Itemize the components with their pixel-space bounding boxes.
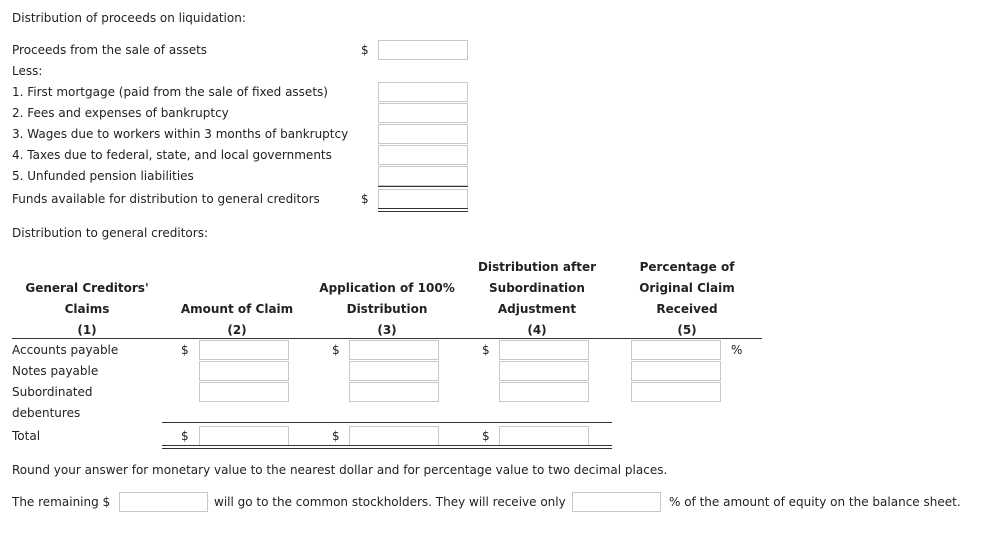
deduction-pension-label: 5. Unfunded pension liabilities [12,169,194,183]
total-subordination-currency: $ [482,429,490,443]
col-header-amount-num: (2) [227,323,247,337]
total-rule [162,422,612,423]
proceeds-currency: $ [361,43,369,57]
ap-amount-input[interactable] [199,340,289,360]
less-label: Less: [12,64,43,78]
ap-percent-sign: % [731,343,743,357]
funds-available-label: Funds available for distribution to general creditors [12,192,320,206]
col-header-amount [162,299,312,341]
col-header-creditors-line2: Claims [64,302,110,316]
sd-percentage-input[interactable] [631,382,721,402]
sd-subordination-input[interactable] [499,382,589,402]
total-double-rule-top [378,208,468,209]
col-header-creditors [12,278,162,341]
np-percentage-input[interactable] [631,361,721,381]
deduction-wages-input[interactable] [378,124,468,144]
total-application-input[interactable] [349,426,439,446]
liquidation-title: Distribution of proceeds on liquidation: [12,11,246,25]
col-header-subordination [462,257,612,341]
deduction-wages-label: 3. Wages due to workers within 3 months of bankruptcy [12,127,349,141]
row-label-subordinated: Subordinated [12,385,93,399]
np-amount-input[interactable] [199,361,289,381]
remaining-middle: will go to the common stockholders. They will receive only [214,495,566,509]
sd-application-input[interactable] [349,382,439,402]
row-label-accounts-payable: Accounts payable [12,343,119,357]
remaining-suffix: % of the amount of equity on the balance sheet. [669,495,961,509]
deduction-first-mortgage-label: 1. First mortgage (paid from the sale of fixed assets) [12,85,328,99]
row-label-total: Total [12,429,41,443]
grand-total-rule-bottom [162,448,612,449]
funds-available-currency: $ [361,192,369,206]
ap-subordination-input[interactable] [499,340,589,360]
col-header-application-line1: Application of 100% [319,281,455,295]
col-header-subordination-line2: Subordination [489,281,585,295]
ap-application-input[interactable] [349,340,439,360]
deduction-first-mortgage-input[interactable] [378,82,468,102]
col-header-subordination-line3: Adjustment [497,302,577,316]
col-header-subordination-line1: Distribution after [477,260,597,274]
col-header-percentage-line2: Original Claim [639,281,735,295]
total-subordination-input[interactable] [499,426,589,446]
col-header-application-line2: Distribution [346,302,428,316]
subtotal-rule [378,186,468,187]
total-amount-currency: $ [181,429,189,443]
sd-amount-input[interactable] [199,382,289,402]
total-application-currency: $ [332,429,340,443]
ap-subordination-currency: $ [482,343,490,357]
total-double-rule-bottom [378,211,468,212]
row-label-debentures: debentures [12,406,81,420]
deduction-pension-input[interactable] [378,166,468,186]
col-header-application [312,278,462,341]
deduction-bankruptcy-fees-input[interactable] [378,103,468,123]
proceeds-label: Proceeds from the sale of assets [12,43,208,57]
grand-total-rule-top [162,445,612,446]
col-header-subordination-num: (4) [527,323,547,337]
deduction-taxes-input[interactable] [378,145,468,165]
col-header-creditors-line1: General Creditors' [25,281,149,295]
proceeds-input[interactable] [378,40,468,60]
ap-percentage-input[interactable] [631,340,721,360]
total-amount-input[interactable] [199,426,289,446]
col-header-application-num: (3) [377,323,397,337]
row-label-notes-payable: Notes payable [12,364,99,378]
distribution-title: Distribution to general creditors: [12,226,208,240]
col-header-percentage-line1: Percentage of [639,260,735,274]
equity-percentage-input[interactable] [572,492,661,512]
np-subordination-input[interactable] [499,361,589,381]
rounding-instruction: Round your answer for monetary value to the nearest dollar and for percentage value to two decimal places. [12,463,668,477]
funds-available-input[interactable] [378,189,468,209]
deduction-taxes-label: 4. Taxes due to federal, state, and local governments [12,148,332,162]
col-header-percentage-line3: Received [656,302,718,316]
header-rule [12,338,762,339]
ap-application-currency: $ [332,343,340,357]
ap-amount-currency: $ [181,343,189,357]
remaining-prefix: The remaining $ [12,495,111,509]
remaining-amount-input[interactable] [119,492,208,512]
deduction-bankruptcy-fees-label: 2. Fees and expenses of bankruptcy [12,106,229,120]
col-header-percentage [612,257,762,341]
col-header-amount-line1: Amount of Claim [180,302,294,316]
col-header-creditors-num: (1) [77,323,97,337]
col-header-percentage-num: (5) [677,323,697,337]
np-application-input[interactable] [349,361,439,381]
